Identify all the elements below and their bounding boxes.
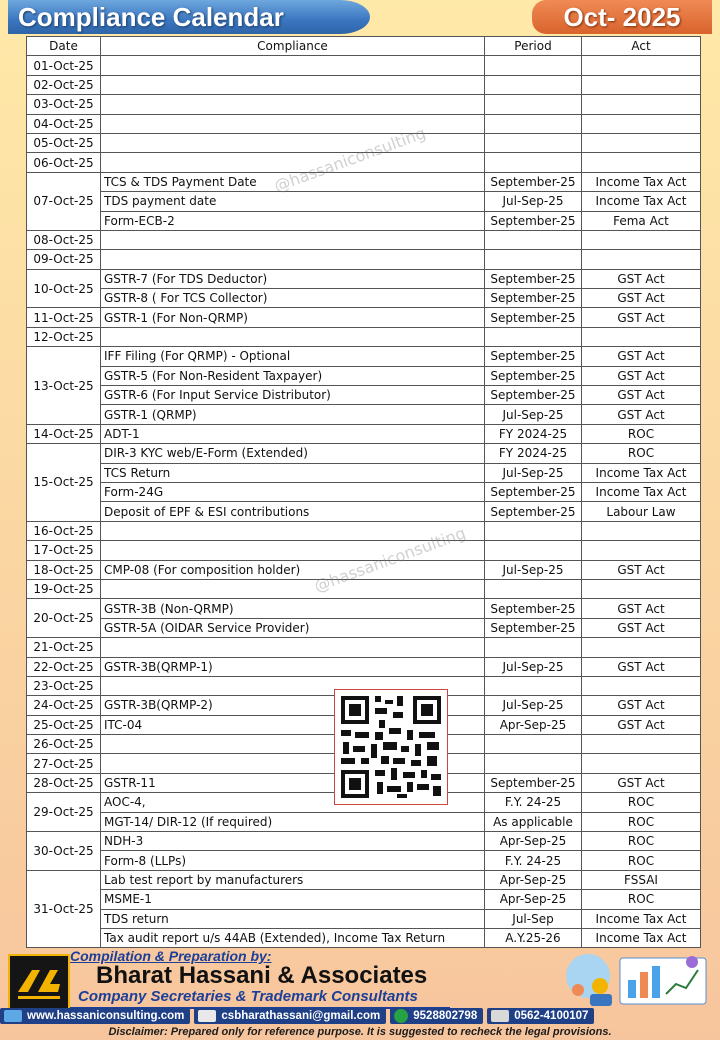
period-cell: September-25 xyxy=(485,211,582,230)
watermark: @hassaniconsulting xyxy=(271,123,429,196)
period-cell xyxy=(485,153,582,172)
act-cell: GST Act xyxy=(582,366,701,385)
period-cell xyxy=(485,521,582,540)
table-row xyxy=(27,560,701,579)
act-cell xyxy=(582,638,701,657)
table-row xyxy=(27,269,701,288)
act-cell: FSSAI xyxy=(582,870,701,889)
date-cell: 09-Oct-25 xyxy=(27,250,101,269)
date-cell: 08-Oct-25 xyxy=(27,230,101,249)
date-cell: 24-Oct-25 xyxy=(27,696,101,715)
act-cell: GST Act xyxy=(582,696,701,715)
table-row xyxy=(27,579,701,598)
period-cell: Jul-Sep-25 xyxy=(485,192,582,211)
act-cell xyxy=(582,521,701,540)
period-cell: September-25 xyxy=(485,482,582,501)
compliance-cell: GSTR-3B(QRMP-1) xyxy=(101,657,485,676)
act-cell xyxy=(582,735,701,754)
compliance-cell xyxy=(101,638,485,657)
table-row xyxy=(27,424,701,443)
act-cell: GST Act xyxy=(582,618,701,637)
period-cell: Jul-Sep-25 xyxy=(485,657,582,676)
table-body xyxy=(27,56,701,948)
compliance-cell: GSTR-3B(QRMP-2) xyxy=(101,696,485,715)
date-cell: 02-Oct-25 xyxy=(27,75,101,94)
period-cell: As applicable xyxy=(485,812,582,831)
compliance-cell: ITC-04 xyxy=(101,715,485,734)
compliance-cell: TCS Return xyxy=(101,463,485,482)
compliance-cell xyxy=(101,541,485,560)
act-cell: Income Tax Act xyxy=(582,172,701,191)
period-cell: Jul-Sep-25 xyxy=(485,696,582,715)
analytics-illustration-icon xyxy=(560,950,716,1008)
phone-link[interactable] xyxy=(487,1008,594,1024)
act-cell xyxy=(582,75,701,94)
period-cell: Apr-Sep-25 xyxy=(485,832,582,851)
qr-code xyxy=(334,689,448,805)
act-cell: Income Tax Act xyxy=(582,909,701,928)
date-cell: 21-Oct-25 xyxy=(27,638,101,657)
period-cell xyxy=(485,56,582,75)
act-cell xyxy=(582,250,701,269)
table-row xyxy=(27,812,701,831)
table-row xyxy=(27,366,701,385)
act-cell: Income Tax Act xyxy=(582,928,701,947)
compliance-cell: GSTR-8 ( For TCS Collector) xyxy=(101,289,485,308)
period-cell xyxy=(485,735,582,754)
date-cell: 30-Oct-25 xyxy=(27,832,101,871)
phone1-text: 9528802798 xyxy=(413,1010,478,1022)
act-cell xyxy=(582,541,701,560)
compliance-cell xyxy=(101,56,485,75)
table-row xyxy=(27,638,701,657)
compliance-cell xyxy=(101,579,485,598)
firm-logo xyxy=(8,954,70,1010)
table-row xyxy=(27,890,701,909)
compliance-cell: CMP-08 (For composition holder) xyxy=(101,560,485,579)
period-cell xyxy=(485,754,582,773)
period-cell xyxy=(485,579,582,598)
act-cell: GST Act xyxy=(582,386,701,405)
compliance-table xyxy=(26,36,701,948)
table-row xyxy=(27,657,701,676)
column-header-act: Act xyxy=(582,37,701,56)
compliance-cell: ADT-1 xyxy=(101,424,485,443)
telephone-icon xyxy=(491,1010,509,1022)
act-cell xyxy=(582,327,701,346)
date-cell: 23-Oct-25 xyxy=(27,676,101,695)
table-row xyxy=(27,250,701,269)
table-row xyxy=(27,482,701,501)
table-row xyxy=(27,521,701,540)
period-cell xyxy=(485,133,582,152)
compliance-cell: Lab test report by manufacturers xyxy=(101,870,485,889)
email-text: csbharathassani@gmail.com xyxy=(221,1010,381,1022)
compliance-cell: GSTR-1 (QRMP) xyxy=(101,405,485,424)
compliance-cell: Deposit of EPF & ESI contributions xyxy=(101,502,485,521)
date-cell: 18-Oct-25 xyxy=(27,560,101,579)
act-cell xyxy=(582,230,701,249)
compliance-cell xyxy=(101,153,485,172)
act-cell xyxy=(582,676,701,695)
period-cell: September-25 xyxy=(485,308,582,327)
period-cell xyxy=(485,327,582,346)
period-cell xyxy=(485,230,582,249)
date-cell: 16-Oct-25 xyxy=(27,521,101,540)
period-cell: FY 2024-25 xyxy=(485,444,582,463)
act-cell xyxy=(582,153,701,172)
column-header-compliance: Compliance xyxy=(101,37,485,56)
act-cell: ROC xyxy=(582,444,701,463)
globe-icon xyxy=(4,1010,22,1022)
date-cell: 05-Oct-25 xyxy=(27,133,101,152)
date-cell: 29-Oct-25 xyxy=(27,793,101,832)
period-cell xyxy=(485,75,582,94)
period-cell xyxy=(485,114,582,133)
compliance-cell: GSTR-3B (Non-QRMP) xyxy=(101,599,485,618)
table-row xyxy=(27,56,701,75)
compliance-cell: AOC-4, xyxy=(101,793,485,812)
period-cell xyxy=(485,638,582,657)
table-row xyxy=(27,851,701,870)
period-cell: September-25 xyxy=(485,347,582,366)
date-cell: 01-Oct-25 xyxy=(27,56,101,75)
footer xyxy=(0,950,720,1040)
compliance-cell: DIR-3 KYC web/E-Form (Extended) xyxy=(101,444,485,463)
compliance-cell: GSTR-7 (For TDS Deductor) xyxy=(101,269,485,288)
date-cell: 27-Oct-25 xyxy=(27,754,101,773)
table-row xyxy=(27,95,701,114)
period-cell: F.Y. 24-25 xyxy=(485,851,582,870)
compliance-cell xyxy=(101,133,485,152)
table-row xyxy=(27,114,701,133)
table-row xyxy=(27,211,701,230)
act-cell: ROC xyxy=(582,832,701,851)
table-row xyxy=(27,502,701,521)
compliance-cell xyxy=(101,327,485,346)
period-cell: Apr-Sep-25 xyxy=(485,890,582,909)
mail-icon xyxy=(198,1010,216,1022)
email-link[interactable] xyxy=(194,1008,386,1024)
table-row xyxy=(27,172,701,191)
table-row xyxy=(27,289,701,308)
table-row xyxy=(27,327,701,346)
act-cell: GST Act xyxy=(582,560,701,579)
period-cell xyxy=(485,541,582,560)
period-cell: September-25 xyxy=(485,172,582,191)
compliance-cell: GSTR-1 (For Non-QRMP) xyxy=(101,308,485,327)
act-cell: GST Act xyxy=(582,308,701,327)
act-cell xyxy=(582,95,701,114)
period-cell: September-25 xyxy=(485,502,582,521)
compliance-cell: MGT-14/ DIR-12 (If required) xyxy=(101,812,485,831)
qr-code-image xyxy=(335,690,447,804)
table-row xyxy=(27,870,701,889)
table-row xyxy=(27,308,701,327)
act-cell: GST Act xyxy=(582,347,701,366)
page-title: Compliance Calendar xyxy=(8,0,370,34)
compliance-cell: GSTR-5 (For Non-Resident Taxpayer) xyxy=(101,366,485,385)
period-cell: Jul-Sep-25 xyxy=(485,463,582,482)
date-cell: 19-Oct-25 xyxy=(27,579,101,598)
act-cell: Labour Law xyxy=(582,502,701,521)
date-cell: 13-Oct-25 xyxy=(27,347,101,425)
act-cell: Fema Act xyxy=(582,211,701,230)
date-cell: 12-Oct-25 xyxy=(27,327,101,346)
act-cell: GST Act xyxy=(582,269,701,288)
period-cell: September-25 xyxy=(485,618,582,637)
date-cell: 20-Oct-25 xyxy=(27,599,101,638)
website-link[interactable] xyxy=(0,1008,190,1024)
period-cell: Jul-Sep xyxy=(485,909,582,928)
act-cell: ROC xyxy=(582,812,701,831)
phone2-text: 0562-4100107 xyxy=(514,1010,589,1022)
table-row xyxy=(27,832,701,851)
compliance-cell: MSME-1 xyxy=(101,890,485,909)
period-cell: FY 2024-25 xyxy=(485,424,582,443)
table-row xyxy=(27,541,701,560)
period-cell: September-25 xyxy=(485,599,582,618)
period-cell xyxy=(485,95,582,114)
date-cell: 03-Oct-25 xyxy=(27,95,101,114)
table-row xyxy=(27,386,701,405)
column-header-date: Date xyxy=(27,37,101,56)
period-cell: September-25 xyxy=(485,773,582,792)
date-cell: 04-Oct-25 xyxy=(27,114,101,133)
table-row xyxy=(27,463,701,482)
column-header-period: Period xyxy=(485,37,582,56)
act-cell: GST Act xyxy=(582,657,701,676)
compliance-cell: GSTR-11 xyxy=(101,773,485,792)
act-cell: ROC xyxy=(582,890,701,909)
period-cell: September-25 xyxy=(485,289,582,308)
date-cell: 11-Oct-25 xyxy=(27,308,101,327)
act-cell xyxy=(582,579,701,598)
act-cell: Income Tax Act xyxy=(582,192,701,211)
act-cell xyxy=(582,754,701,773)
act-cell xyxy=(582,133,701,152)
compliance-cell: NDH-3 xyxy=(101,832,485,851)
month-badge: Oct- 2025 xyxy=(532,0,712,34)
firm-subtitle: Company Secretaries & Trademark Consultants xyxy=(78,988,418,1005)
compliance-cell xyxy=(101,114,485,133)
analytics-illustration xyxy=(560,950,716,1008)
compliance-cell: TCS & TDS Payment Date xyxy=(101,172,485,191)
period-cell: Jul-Sep-25 xyxy=(485,560,582,579)
table-row xyxy=(27,599,701,618)
compliance-cell: Tax audit report u/s 44AB (Extended), Income Tax Return xyxy=(101,928,485,947)
date-cell: 17-Oct-25 xyxy=(27,541,101,560)
date-cell: 10-Oct-25 xyxy=(27,269,101,308)
table-row xyxy=(27,230,701,249)
table-row xyxy=(27,133,701,152)
compiled-by-label: Compilation & Preparation by: xyxy=(70,948,272,964)
period-cell xyxy=(485,676,582,695)
compliance-cell xyxy=(101,95,485,114)
table-row xyxy=(27,347,701,366)
compliance-cell: IFF Filing (For QRMP) - Optional xyxy=(101,347,485,366)
date-cell: 22-Oct-25 xyxy=(27,657,101,676)
whatsapp-icon xyxy=(394,1009,408,1023)
compliance-cell: GSTR-6 (For Input Service Distributor) xyxy=(101,386,485,405)
table-row xyxy=(27,444,701,463)
date-cell: 25-Oct-25 xyxy=(27,715,101,734)
compliance-cell: Form-8 (LLPs) xyxy=(101,851,485,870)
compliance-cell xyxy=(101,75,485,94)
watermark: @hassaniconsulting xyxy=(311,523,469,596)
act-cell: GST Act xyxy=(582,715,701,734)
table-row xyxy=(27,75,701,94)
date-cell: 31-Oct-25 xyxy=(27,870,101,948)
date-cell: 07-Oct-25 xyxy=(27,172,101,230)
date-cell: 06-Oct-25 xyxy=(27,153,101,172)
period-cell: September-25 xyxy=(485,269,582,288)
table-row xyxy=(27,192,701,211)
act-cell: ROC xyxy=(582,793,701,812)
compliance-cell: GSTR-5A (OIDAR Service Provider) xyxy=(101,618,485,637)
table-row xyxy=(27,618,701,637)
act-cell: Income Tax Act xyxy=(582,463,701,482)
compliance-cell xyxy=(101,230,485,249)
period-cell: September-25 xyxy=(485,366,582,385)
date-cell: 26-Oct-25 xyxy=(27,735,101,754)
compliance-cell: Form-24G xyxy=(101,482,485,501)
logo-mark-icon xyxy=(10,956,68,1008)
firm-name: Bharat Hassani & Associates xyxy=(96,962,428,989)
act-cell: GST Act xyxy=(582,405,701,424)
whatsapp-link[interactable] xyxy=(390,1008,483,1024)
table-row xyxy=(27,909,701,928)
act-cell: ROC xyxy=(582,424,701,443)
period-cell: September-25 xyxy=(485,386,582,405)
act-cell xyxy=(582,114,701,133)
act-cell: ROC xyxy=(582,851,701,870)
act-cell: Income Tax Act xyxy=(582,482,701,501)
compliance-cell xyxy=(101,250,485,269)
date-cell: 28-Oct-25 xyxy=(27,773,101,792)
table-row xyxy=(27,928,701,947)
website-text: www.hassaniconsulting.com xyxy=(27,1010,185,1022)
table-header-row xyxy=(27,37,701,56)
period-cell: Apr-Sep-25 xyxy=(485,870,582,889)
period-cell: A.Y.25-26 xyxy=(485,928,582,947)
act-cell: GST Act xyxy=(582,289,701,308)
date-cell: 14-Oct-25 xyxy=(27,424,101,443)
compliance-cell: TDS return xyxy=(101,909,485,928)
disclaimer: Disclaimer: Prepared only for reference purpose. It is suggested to recheck the legal provisions. xyxy=(108,1026,612,1038)
act-cell: GST Act xyxy=(582,773,701,792)
period-cell xyxy=(485,250,582,269)
act-cell: GST Act xyxy=(582,599,701,618)
compliance-cell xyxy=(101,521,485,540)
date-cell: 15-Oct-25 xyxy=(27,444,101,522)
table-row xyxy=(27,405,701,424)
contact-bar xyxy=(0,1008,720,1024)
period-cell: F.Y. 24-25 xyxy=(485,793,582,812)
period-cell: Jul-Sep-25 xyxy=(485,405,582,424)
compliance-cell: Form-ECB-2 xyxy=(101,211,485,230)
compliance-cell: TDS payment date xyxy=(101,192,485,211)
act-cell xyxy=(582,56,701,75)
period-cell: Apr-Sep-25 xyxy=(485,715,582,734)
table-row xyxy=(27,153,701,172)
